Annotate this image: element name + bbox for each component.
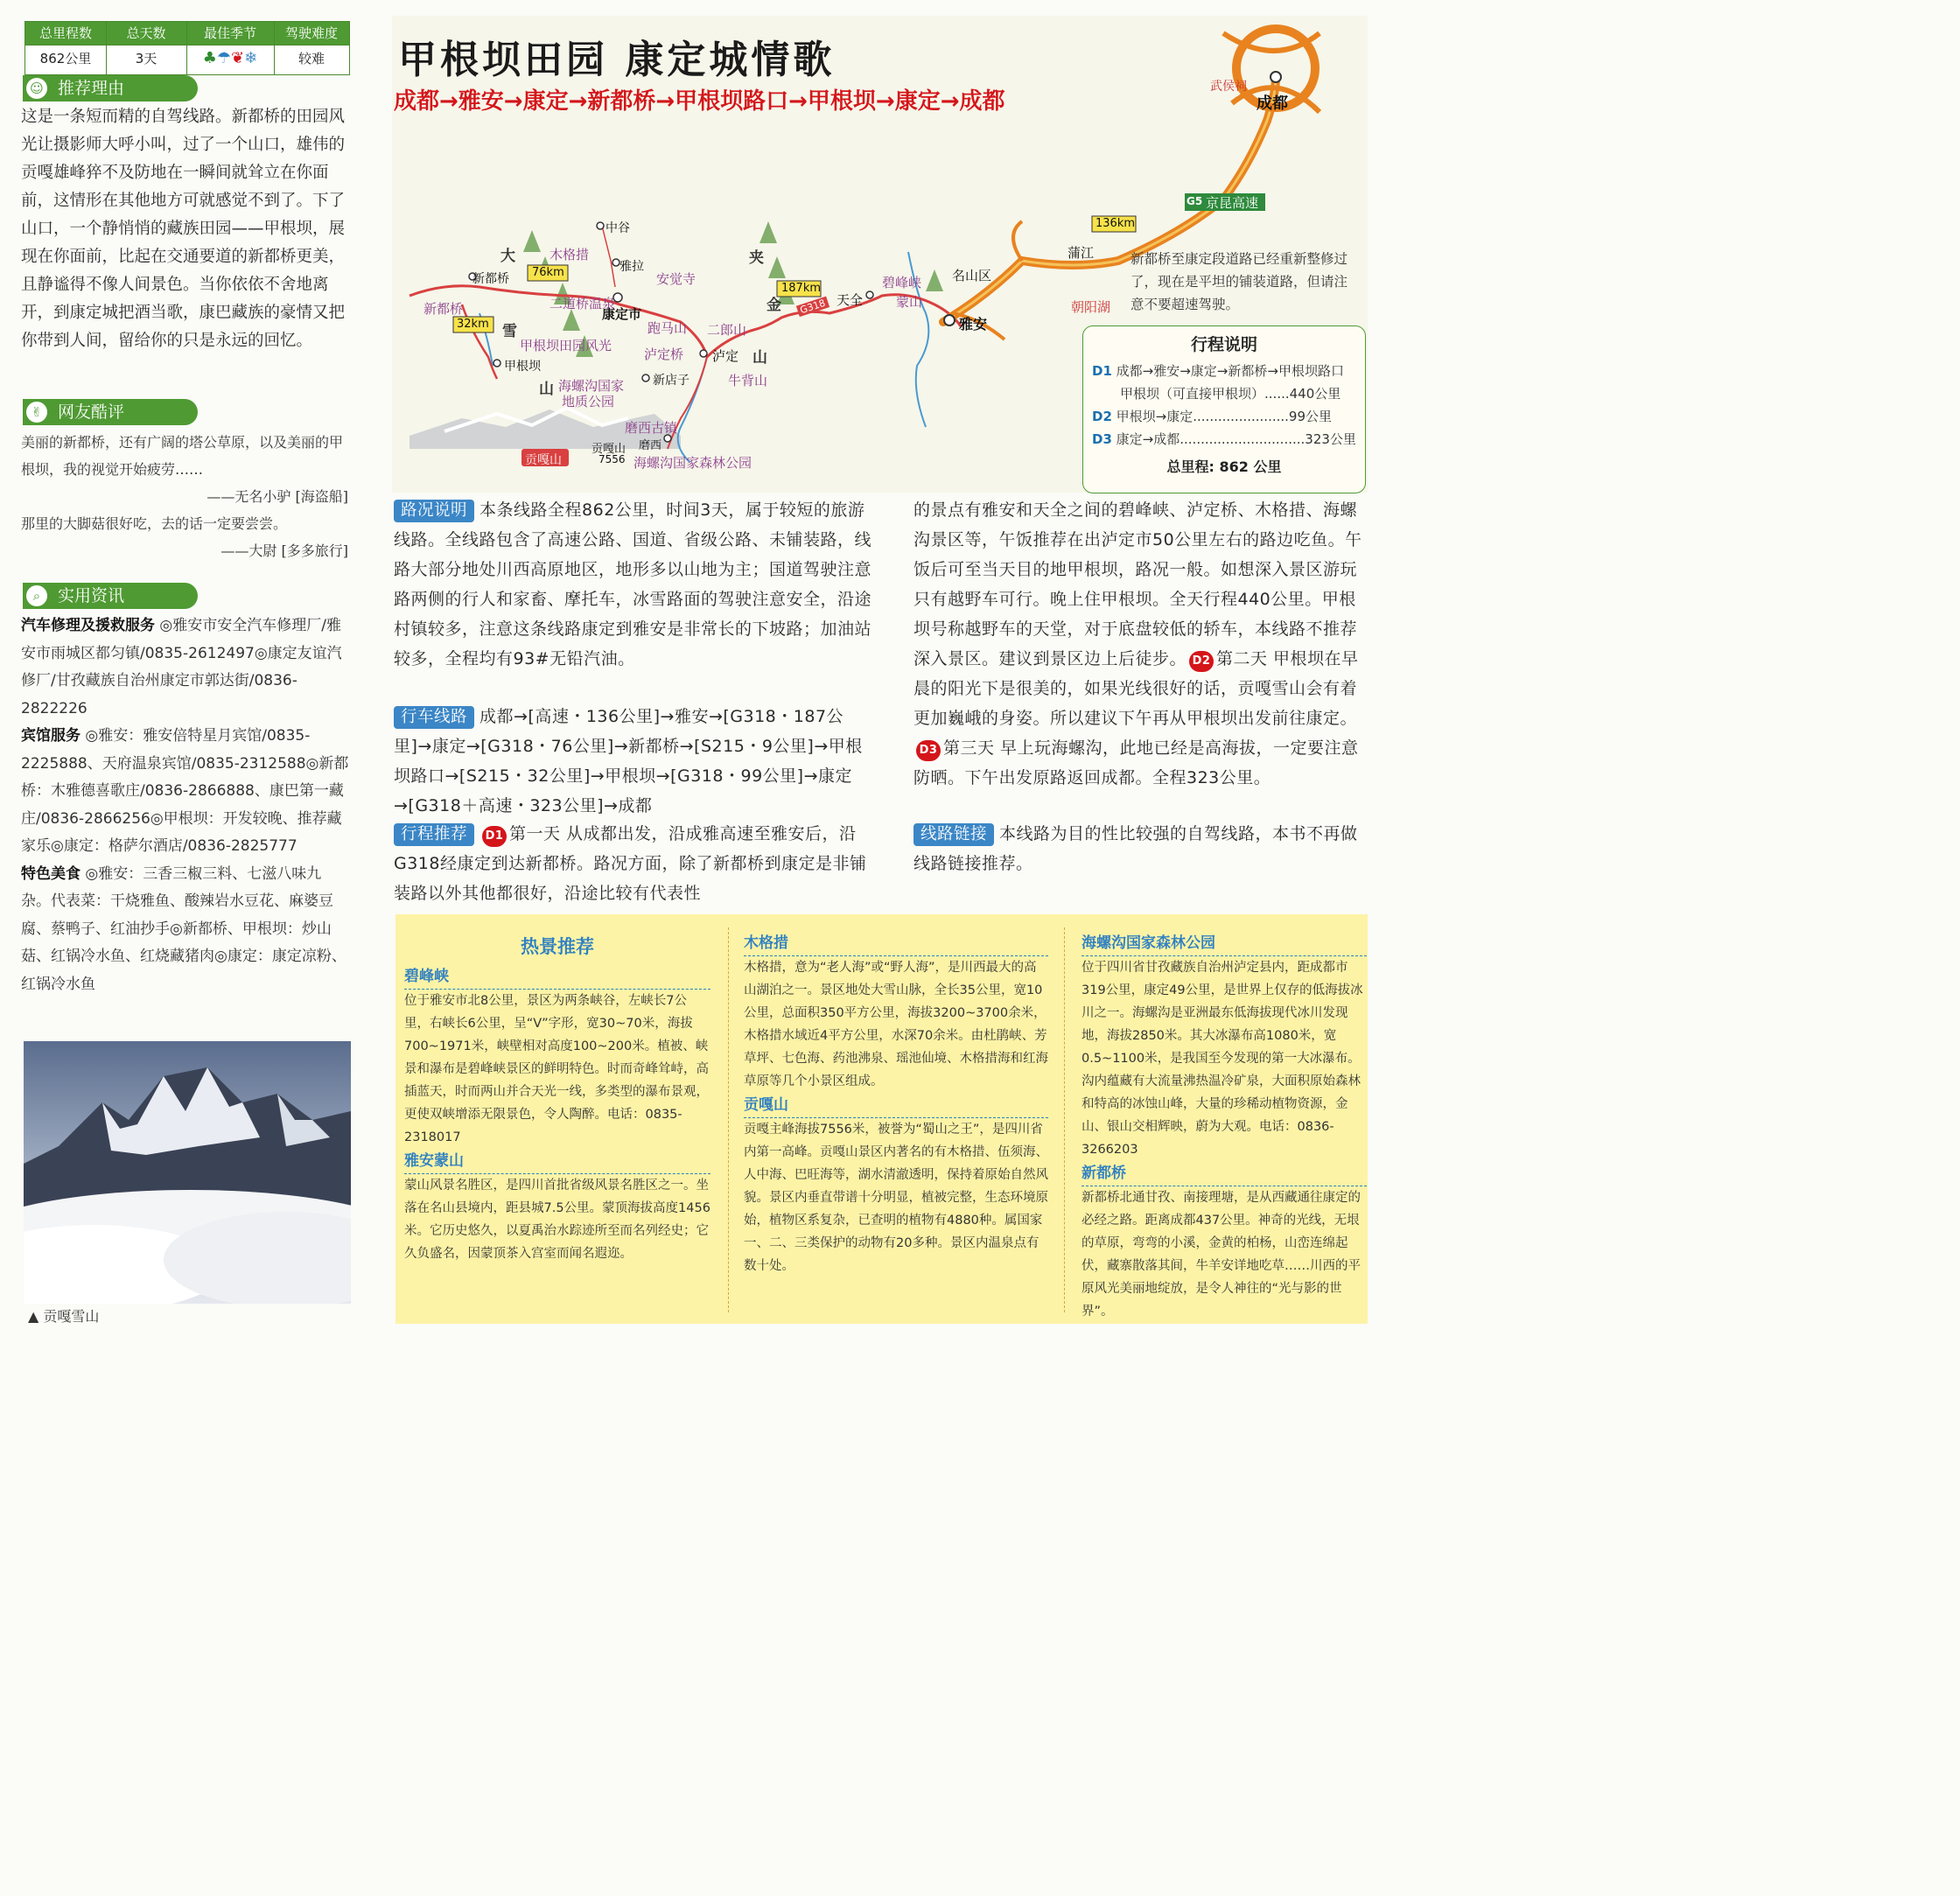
tianquan-marker: [866, 291, 873, 298]
recommend-title: 推荐理由: [58, 79, 125, 98]
spot-title-bifengxia: 碧峰峡: [404, 964, 710, 990]
map-label-g5-code: G5: [1186, 195, 1203, 207]
repair-label: 汽车修理及援救服务: [21, 617, 155, 634]
jiagenba-marker: [494, 360, 500, 367]
map-label-chengdu: 成都: [1256, 94, 1288, 113]
hot-column-3: [1082, 931, 1367, 1323]
road-text: 本条线路全程862公里，时间3天，属于较短的旅游线路。全线路包含了高速公路、国道、省级公路、未铺装路，线路大部分地处川西高原地区，地形多以山地为主；国道驾驶注意路两侧的行人和家畜、摩托车，冰雪路面的驾驶注意安全，沿途村镇较多，注意这条线路康定到雅安是非常长的下坡路；加油站较多，全程均有93#无铅汽油。: [394, 500, 872, 668]
map-label-mugecuo: 木格措: [550, 247, 590, 262]
stats-header-distance: 总里程数: [38, 25, 92, 41]
map-label-pujiang: 蒲江: [1068, 245, 1095, 261]
map-label-wuhouci: 武侯祠: [1210, 80, 1247, 94]
left-column: [0, 0, 357, 1327]
map-label-jiagenba: 甲根坝: [504, 360, 541, 374]
hot-column-2: [744, 931, 1048, 1277]
map-label-bifengxia: 碧峰峡: [882, 275, 922, 290]
itinerary-legend: [1082, 325, 1366, 493]
review-sig-1: ——无名小驴 [海盗船]: [206, 488, 348, 505]
spot-text-gongga: 贡嘎主峰海拔7556米，被誉为“蜀山之王”，是四川省内第一高峰。贡嘎山景区内著名的有木格措、伍须海、人中海、巴旺海等，湖水清澈透明，保持着原始自然风貌。景区内垂直带谱十分明显，植被完整，生态环境原始，植物区系复杂，已查明的植物有4880种。属国家一、二、三类保护的动物有20多种。景区内温泉点有数十处。: [744, 1123, 1048, 1273]
map-label-erlangshan: 二郎山: [707, 322, 747, 338]
review-sig-2: ——大尉 [多多旅行]: [220, 542, 348, 559]
map-label-jia: 夹: [749, 249, 764, 267]
zhonggu-marker: [597, 222, 604, 229]
stats-header-difficulty: 驾驶难度: [284, 25, 338, 41]
map-label-zhonggu: 中谷: [606, 221, 630, 235]
map-label-g5: 京昆高速: [1206, 195, 1259, 211]
map-label-gongga-peak: 贡嘎山: [592, 443, 626, 456]
spot-title-mugecuo: 木格措: [744, 931, 1048, 956]
reviews-header: [23, 399, 198, 425]
map-label-mountain-shan: 山: [539, 381, 554, 398]
map-label-xindianzi: 新店子: [653, 374, 690, 388]
recommend-text: 这是一条短而精的自驾线路。新都桥的田园风光让摄影师大呼小叫，过了一个山口，雄伟的贡嘎雄峰猝不及防地在一瞬间就耸立在你面前，这情形在其他地方可就感觉不到了。下了山口，一个静悄悄的藏族田园——甲根坝，展现在你面前，比起在交通要道的新都桥更美，且静谧得不像人间景色。当你依依不舍地离开，到康定城把酒当歌，康巴藏族的豪情又把你带到人间，留给你的只是永远的回忆。: [21, 108, 346, 350]
map-label-xinduqiao-spot: 新都桥: [424, 301, 464, 317]
stats-value-difficulty: 较难: [298, 51, 325, 66]
hotel-label: 宾馆服务: [21, 727, 80, 745]
hot-column-1: [404, 929, 710, 1265]
trip-stats-table: [24, 21, 350, 75]
legend-title: 行程说明: [1190, 335, 1257, 354]
map-label-niubeishan: 牛背山: [728, 373, 768, 388]
food-label: 特色美食: [21, 864, 80, 883]
map-label-anjuesi: 安觉寺: [656, 271, 696, 287]
map-label-erdaoqiao: 二道桥温泉: [550, 296, 616, 311]
map-label-136km: 136km: [1096, 217, 1136, 230]
day2-badge: D2: [1189, 651, 1214, 672]
repair-block: [21, 612, 350, 723]
day3-text: 第三天 早上玩海螺沟，此地已经是高海拔，一定要注意防晒。下午出发原路返回成都。全程323公里。: [914, 738, 1359, 787]
map-label-76km: 76km: [532, 266, 564, 279]
map-label-hailuogou-geo-2: 地质公园: [562, 394, 615, 409]
stats-value-distance: 862公里: [39, 51, 92, 66]
itinerary-continued: [914, 495, 1365, 793]
itinerary-section: [394, 819, 877, 908]
stats-header-season: 最佳季节: [203, 25, 256, 41]
stats-value-season: [186, 47, 274, 70]
photo-caption: ▲ 贡嘎雪山: [28, 1308, 100, 1325]
map-label-yala: 雅拉: [620, 260, 644, 274]
stats-value-days: 3天: [135, 51, 158, 66]
hotel-text: ◎雅安：雅安倍特星月宾馆/0835-2225888、天府温泉宾馆/0835-2312588◎新都桥：木雅德喜歌庄/0836-2866888、康巴第一藏庄/0836-2866256◎甲根坝：开发较晚、推荐藏家乐◎康定：格萨尔酒店/0836-2825777: [21, 727, 349, 855]
day2-text: 第二天 甲根坝在早晨的阳光下是很美的，如果光线很好的话，贡嘎雪山会有着更加巍峨的身姿。所以建议下午再从甲根坝出发前往康定。: [914, 649, 1359, 728]
spot-title-hailuogou: 海螺沟国家森林公园: [1082, 931, 1367, 956]
magnifier-icon: ⌕: [26, 585, 47, 606]
recommend-header: [23, 75, 198, 101]
map-label-32km: 32km: [457, 318, 489, 331]
map-label-hailuogou-forest: 海螺沟国家森林公园: [634, 455, 752, 471]
xindianzi-marker: [642, 374, 649, 381]
map-label-yaan: 雅安: [959, 316, 988, 332]
itinerary-tag: 行程推荐: [394, 823, 474, 846]
map-label-luding: 泸定: [712, 348, 739, 364]
day1-badge: D1: [482, 826, 507, 847]
photo-illustration: [24, 1041, 351, 1304]
spot-text-hailuogou: 位于四川省甘孜藏族自治州泸定县内，距成都市319公里，康定49公里，是世界上仅存的低海拔冰川之一。海螺沟是亚洲最东低海拔现代冰川发现地，海拔2850米。其大冰瀑布高1080米，宽0.5~1100米，是我国至今发现的第一大冰瀑布。沟内蕴藏有大流量沸热温冷矿泉，大面积原始森林和特高的冰蚀山峰，大量的珍稀动植物资源，金山、银山交相辉映，蔚为大观。电话：0836-3266203: [1082, 961, 1363, 1157]
road-condition-section: [394, 495, 877, 674]
map-label-gongga-alt: 7556: [598, 453, 626, 465]
map-label-hailuogou-geo-1: 海螺沟国家: [558, 378, 625, 394]
smiley-icon: ☺: [26, 78, 47, 99]
day1-continued-text: 的景点有雅安和天全之间的碧峰峡、泸定桥、木格措、海螺沟景区等，午饭推荐在出泸定市50公里左右的路边吃鱼。午饭后可至当天目的地甲根坝，路况一般。如想深入景区游玩只有越野车可行。晚上住甲根坝。全天行程440公里。甲根坝号称越野车的天堂，对于底盘较低的轿车，本线路不推荐深入景区。建议到景区边上后徒步。: [914, 500, 1362, 668]
map-label-da: 大: [500, 248, 515, 265]
legend-row-1: D1 成都→雅安→康定→新都桥→甲根坝路口: [1092, 363, 1344, 379]
maple-leaf-icon: ❦: [231, 49, 245, 67]
map-label-xinduqiao-town: 新都桥: [472, 272, 509, 286]
spot-title-gongga: 贡嘎山: [744, 1093, 1048, 1118]
luding-marker: [700, 350, 707, 357]
spot-text-xinduqiao: 新都桥北通甘孜、南接理塘，是从西藏通往康定的必经之路。距离成都437公里。神奇的光线，无垠的草原，弯弯的小溪，金黄的柏杨，山峦连绵起伏，藏寨散落其间，牛羊安详地吃草……川西的平原风光美丽地绽放，是令人神往的“光与影的世界”。: [1082, 1191, 1361, 1319]
snowflake-icon: ❄: [244, 49, 258, 67]
practical-info: [21, 612, 350, 998]
spot-text-mugecuo: 木格措，意为“老人海”或“野人海”，是川西最大的高山湖泊之一。景区地处大雪山脉，全长35公里，宽10公里，总面积350平方公里，海拔3200~3700余米，木格措水域近4平方公里，水深70余米。由杜鹃峡、芳草坪、七色海、药池沸泉、瑶池仙境、木格措海和红海草原等几个小景区组成。: [744, 961, 1048, 1088]
stats-header-days: 总天数: [126, 25, 166, 41]
map-label-mingshan: 名山区: [952, 268, 992, 283]
map-label-g318: G318: [796, 297, 830, 317]
review-text-1: 美丽的新都桥，还有广阔的塔公草原，以及美丽的甲根坝，我的视觉开始疲劳……: [21, 434, 344, 478]
spot-text-bifengxia: 位于雅安市北8公里，景区为两条峡谷，左峡长7公里，右峡长6公里，呈“V”字形，宽30~70米，海拔700~1971米，峡壁相对高度100~200米。植被、峡景和瀑布是碧峰峡景区的鲜明特色。时而奇峰耸峙，高插蓝天，时而两山并合天光一线，多类型的瀑布景观，更使双峡增添无限景色，令人陶醉。电话：0835-2318017: [404, 994, 709, 1144]
road-tag: 路况说明: [394, 500, 474, 522]
link-tag: 线路链接: [914, 823, 994, 846]
legend-row-3: D2 甲根坝→康定.......................99公里: [1092, 409, 1333, 424]
map-label-jin: 金: [766, 297, 781, 314]
chengdu-marker: [1270, 72, 1281, 82]
review-text-2: 那里的大脚菇很好吃，去的话一定要尝尝。: [21, 515, 288, 532]
umbrella-icon: ☂: [216, 49, 232, 67]
legend-row-4: D3 康定→成都..............................323公里: [1092, 431, 1356, 447]
review-list: [21, 429, 348, 564]
link-text: 本线路为目的性比较强的自驾线路，本书不再做线路链接推荐。: [914, 824, 1358, 873]
reviews-title: 网友酷评: [58, 402, 125, 422]
map-label-mengshan: 蒙山: [896, 294, 923, 310]
drive-text: 成都→[高速・136公里]→雅安→[G318・187公里]→康定→[G318・76公里]→新都桥→[S215・9公里]→甲根坝路口→[S215・32公里]→甲根坝→[G318・99公里]→康定→[G318＋高速・323公里]→成都: [394, 707, 863, 815]
hotel-block: [21, 723, 350, 861]
map-label-xue: 雪: [502, 323, 517, 340]
map-label-moxi: 磨西: [639, 439, 662, 452]
spot-title-mengshan: 雅安蒙山: [404, 1149, 710, 1174]
hot-heading: 热景推荐: [521, 936, 594, 957]
road-note: 新都桥至康定段道路已经重新整修过了，现在是平坦的铺装道路，但请注意不要超速驾驶。: [1130, 251, 1348, 312]
map-label-jiagenba-park: 甲根坝田园风光: [520, 338, 612, 353]
map-label-187km: 187km: [781, 282, 822, 295]
map-label-ludingqiao: 泸定桥: [644, 346, 684, 362]
route-summary: 成都→雅安→康定→新都桥→甲根坝路口→甲根坝→康定→成都: [394, 88, 1005, 115]
map-label-moxi-town: 磨西古镇: [625, 420, 678, 436]
map-label-paomashan: 跑马山: [648, 320, 688, 336]
drive-tag: 行车线路: [394, 706, 474, 729]
yala-marker: [612, 259, 620, 266]
map-label-tianquan: 天全: [836, 292, 864, 308]
gongga-snow-mountain-photo: [24, 1041, 351, 1304]
day1-text: 第一天 从成都出发，沿成雅高速至雅安后，沿G318经康定到达新都桥。路况方面，除了新都桥到康定是非铺装路以外其他都很好，沿途比较有代表性: [394, 824, 867, 903]
map-label-gongga: 贡嘎山: [525, 453, 562, 467]
food-text: ◎雅安：三香三椒三料、七滋八味九杂。代表菜：干烧雅鱼、酸辣岩水豆花、麻婆豆腐、蔡鸭子、红油抄手◎新都桥、甲根坝：炒山菇、红锅冷水鱼、红烧藏猪肉◎康定：康定凉粉、红锅冷水鱼: [21, 864, 346, 993]
clover-icon: ♣: [202, 49, 217, 67]
legend-total: 总里程: 862 公里: [1166, 458, 1282, 475]
page-title: 甲根坝田园 康定城情歌: [398, 38, 836, 82]
practical-title: 实用资讯: [58, 586, 125, 605]
map-label-shan: 山: [752, 349, 767, 367]
spot-title-xinduqiao: 新都桥: [1082, 1161, 1367, 1186]
map-label-kangding: 康定市: [602, 306, 642, 322]
yaan-marker: [944, 315, 955, 325]
thumbs-up-icon: ✌: [26, 402, 47, 423]
legend-row-2: 甲根坝（可直接甲根坝）......440公里: [1120, 386, 1341, 402]
drive-route-section: [394, 702, 877, 821]
spot-text-mengshan: 蒙山风景名胜区，是四川首批省级风景名胜区之一。坐落在名山县境内，距县城7.5公里。蒙顶海拔高度1456米。它历史悠久，以夏禹治水踪迹所至而名列经史；它久负盛名，因蒙顶茶入宫室而闻名遐迩。: [404, 1179, 710, 1261]
practical-header: [23, 583, 198, 609]
day3-badge: D3: [916, 740, 941, 761]
route-link-section: [914, 819, 1365, 878]
map-label-chaoyanghu: 朝阳湖: [1071, 299, 1111, 315]
repair-text: ◎雅安市安全汽车修理厂/雅安市雨城区都匀镇/0835-2612497◎康定友谊汽修厂/甘孜藏族自治州康定市郭达街/0836-2822226: [21, 617, 342, 717]
food-block: [21, 861, 350, 999]
